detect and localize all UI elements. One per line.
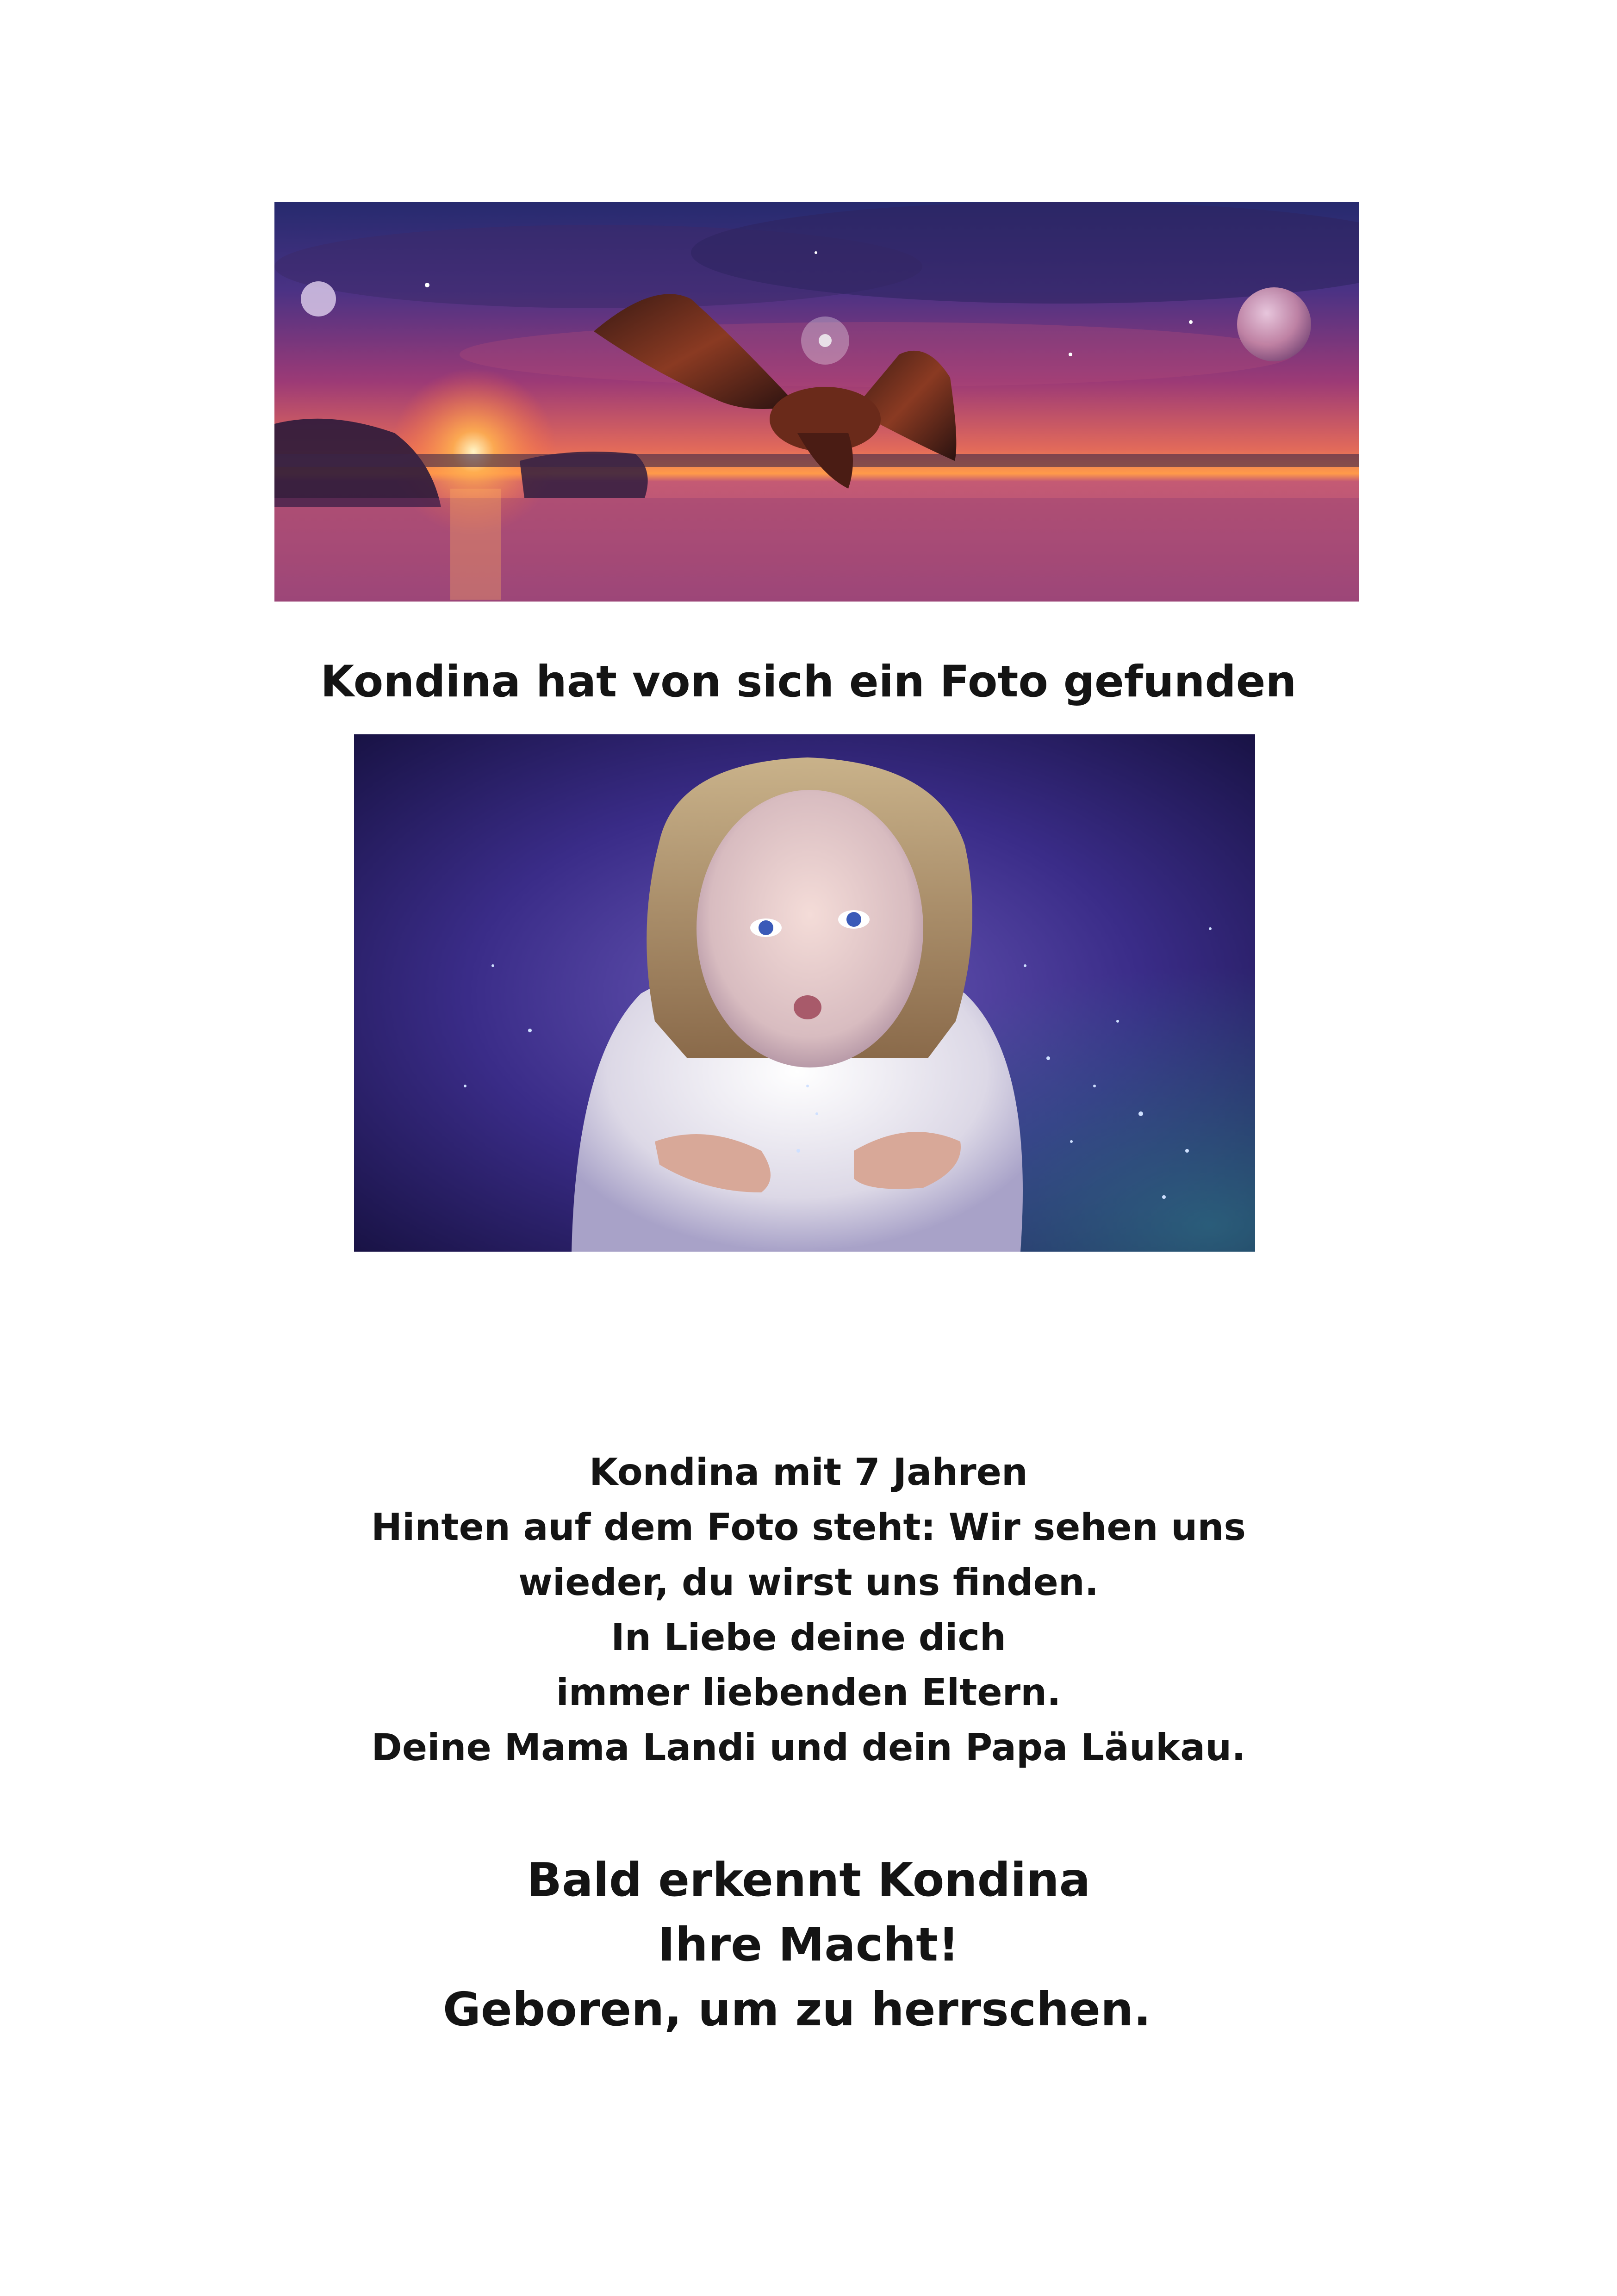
tagline-line: Ihre Macht!: [658, 1917, 959, 1972]
portrait-image: [354, 734, 1255, 1252]
page-heading: Kondina hat von sich ein Foto gefunden: [320, 657, 1297, 707]
sunset-lake-illustration: [274, 202, 1359, 602]
child-portrait-illustration: [354, 734, 1255, 1252]
caption-line: Hinten auf dem Foto steht: Wir sehen uns: [371, 1506, 1246, 1549]
moon-icon: [301, 281, 336, 316]
caption-line: Deine Mama Landi und dein Papa Läukau.: [371, 1726, 1246, 1769]
caption-line: Kondina mit 7 Jahren: [589, 1451, 1028, 1494]
tagline-line: Geboren, um zu herrschen.: [442, 1982, 1151, 2036]
tagline-line: Bald erkennt Kondina: [526, 1853, 1091, 1907]
photo-caption: [0, 1445, 1617, 1775]
banner-image: [274, 202, 1359, 602]
child-portrait-icon: [697, 790, 923, 1067]
tagline: [0, 1848, 1617, 2042]
caption-line: In Liebe deine dich: [611, 1616, 1006, 1659]
planet-icon: [1237, 287, 1311, 361]
caption-line: wieder, du wirst uns finden.: [518, 1561, 1099, 1604]
caption-line: immer liebenden Eltern.: [556, 1671, 1061, 1714]
